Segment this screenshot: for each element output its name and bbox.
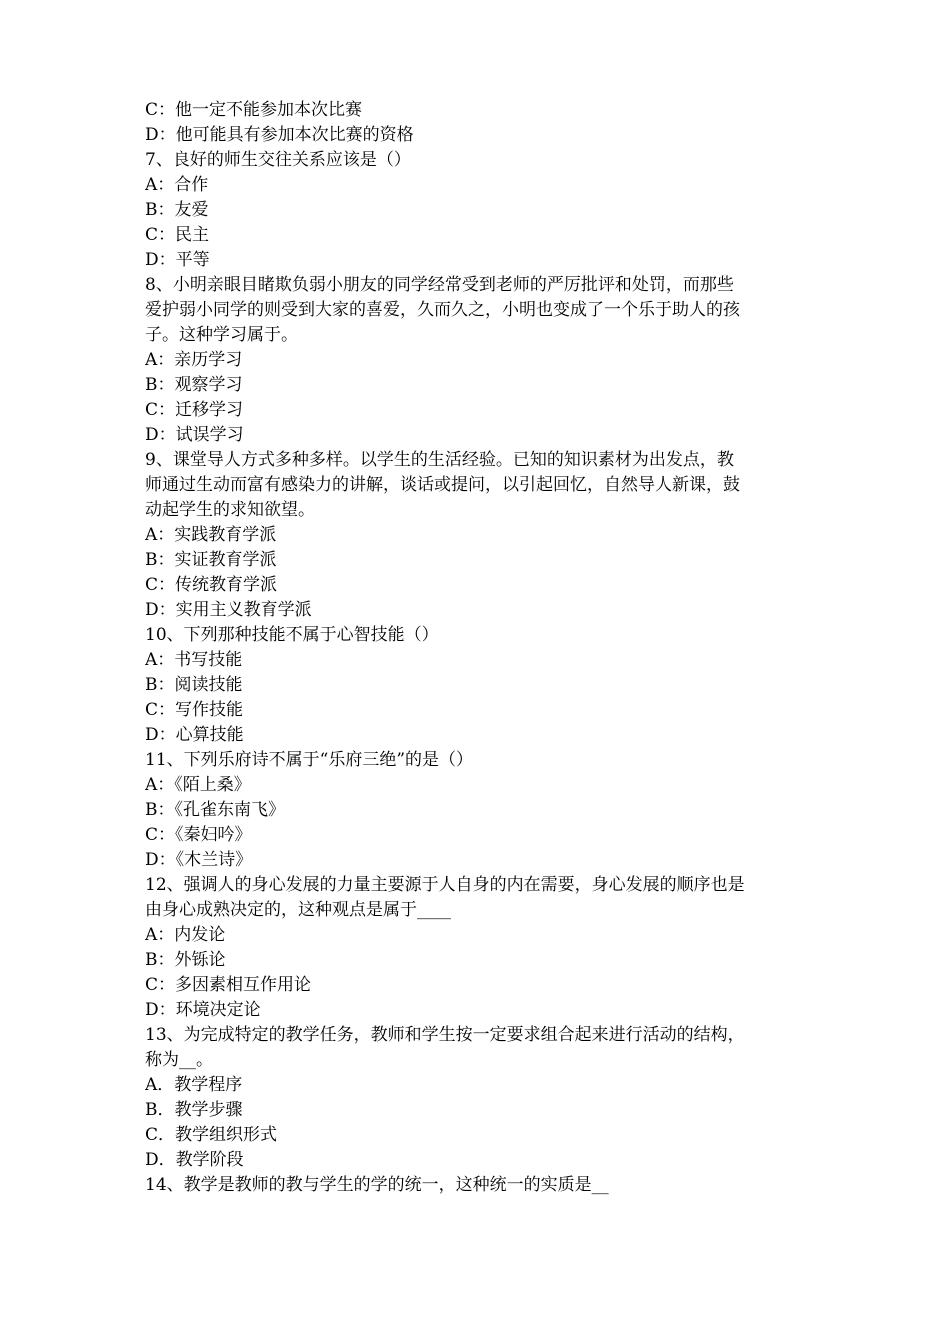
text-line: B：观察学习 [145,375,243,395]
text-line: C：民主 [145,225,210,245]
text-line: B．教学步骤 [145,1100,243,1120]
text-line: C．教学组织形式 [145,1125,278,1145]
document-page [145,98,817,1198]
text-line: A：内发论 [145,925,226,945]
text-line: B：实证教育学派 [145,550,277,570]
text-line: D．教学阶段 [145,1150,244,1170]
text-line: A：书写技能 [145,650,243,670]
text-line: A：亲历学习 [145,350,243,370]
text-line: 9、课堂导人方式多种多样。以学生的生活经验。已知的知识素材为出发点，教 [145,450,734,470]
text-line: 10、下列那种技能不属于心智技能（） [145,625,439,645]
text-line: C：多因素相互作用论 [145,975,312,995]
text-line: 7、良好的师生交往关系应该是（） [145,150,411,170]
text-line: D：平等 [145,250,210,270]
text-line: A：实践教育学派 [145,525,277,545]
text-line: 动起学生的求知欲望。 [145,500,315,520]
text-line: A：《陌上桑》 [145,775,251,795]
text-line: 8、小明亲眼目睹欺负弱小朋友的同学经常受到老师的严厉批评和处罚，而那些 [145,275,734,295]
text-line: D：环境决定论 [145,1000,261,1020]
text-line: D：《木兰诗》 [145,850,253,870]
text-line: C：传统教育学派 [145,575,278,595]
text-line: C：《秦妇吟》 [145,825,252,845]
text-line: 由身心成熟决定的，这种观点是属于____ [145,900,451,920]
text-line: C：写作技能 [145,700,244,720]
text-line: 师通过生动而富有感染力的讲解，谈话或提问，以引起回忆，自然导人新课，鼓 [145,475,740,495]
text-line: 11、下列乐府诗不属于“乐府三绝”的是（） [145,750,474,770]
text-line: C：迁移学习 [145,400,244,420]
text-line: B：友爱 [145,200,209,220]
text-line: 称为__。 [145,1050,213,1070]
text-line: D：实用主义教育学派 [145,600,312,620]
text-line: B：阅读技能 [145,675,243,695]
text-line: A：合作 [145,175,209,195]
text-line: 14、教学是教师的教与学生的学的统一，这种统一的实质是__ [145,1175,609,1195]
text-line: A．教学程序 [145,1075,243,1095]
text-line: 子。这种学习属于。 [145,325,298,345]
text-line: D：他可能具有参加本次比赛的资格 [145,125,414,145]
text-line: 13、为完成特定的教学任务，教师和学生按一定要求组合起来进行活动的结构， [145,1025,745,1045]
text-line: D：心算技能 [145,725,244,745]
text-line: B：《孔雀东南飞》 [145,800,285,820]
text-line: D：试误学习 [145,425,244,445]
text-line: 爱护弱小同学的则受到大家的喜爱，久而久之，小明也变成了一个乐于助人的孩 [145,300,740,320]
text-line: 12、强调人的身心发展的力量主要源于人自身的内在需要，身心发展的顺序也是 [145,875,745,895]
text-line: C：他一定不能参加本次比赛 [145,100,363,120]
text-line: B：外铄论 [145,950,226,970]
